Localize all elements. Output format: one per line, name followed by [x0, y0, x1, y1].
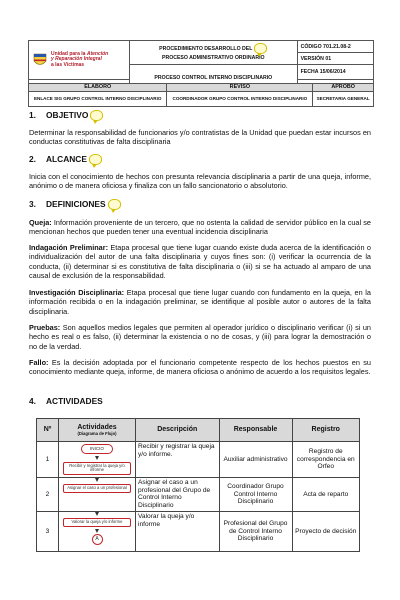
col-header-record: Registro: [292, 419, 359, 442]
table-row: [37, 478, 360, 512]
approval-table: [28, 83, 374, 107]
alcance-text: Inicia con el conocimiento de hechos con presunta relevancia disciplinaria a partir de una queja, informe, anónimo o de manera oficiosa y finaliza con un fallo sancionatorio o absolutorio.: [29, 172, 371, 191]
activities-table: [36, 418, 360, 552]
row-responsible: Profesional del Grupo de Control Interno Disciplinario: [219, 512, 292, 552]
row-record: Registro de correspondencia en Orfeo: [292, 442, 359, 478]
table-row: [37, 512, 360, 552]
section-objetivo-heading: 1. OBJETIVO: [29, 110, 103, 121]
reviso-header: REVISO: [167, 84, 313, 92]
section-actividades-heading: 4. ACTIVIDADES: [29, 396, 103, 406]
flow-start-node: INICIO: [81, 444, 113, 454]
elaboro-header: ELABORO: [29, 84, 167, 92]
row-description: Asignar el caso a un profesional del Grupo de Control Interno Disciplinario: [136, 478, 220, 512]
section-alcance-heading: 2. ALCANCE: [29, 154, 102, 165]
logo-text: Unidad para la Atención y Reparación Integral a las Víctimas: [51, 50, 109, 68]
flow-arrow-icon: [95, 529, 99, 533]
table-row: [37, 442, 360, 478]
flow-arrow-icon: [95, 456, 99, 460]
row-number: 1: [37, 442, 59, 478]
col-header-responsible: Responsable: [219, 419, 292, 442]
row-responsible: Auxiliar administrativo: [219, 442, 292, 478]
col-header-description: Descripción: [136, 419, 220, 442]
row-number: 2: [37, 478, 59, 512]
comment-note-icon[interactable]: [89, 154, 102, 165]
col-header-activities: Actividades (Diagrama de Flujo): [59, 419, 136, 442]
row-description: Valorar la queja y/o informe: [136, 512, 220, 552]
aprobo-header: APROBO: [313, 84, 374, 92]
row-description: Recibir y registrar la queja y/o informe.: [136, 442, 220, 478]
flow-cell: [59, 442, 136, 478]
document-code: CÓDIGO 701.21.08-2: [297, 41, 373, 53]
flow-cell: [59, 512, 136, 552]
definition-term: Fallo:: [29, 358, 49, 367]
col-header-number: Nº: [37, 419, 59, 442]
definition-term: Investigación Disciplinaria:: [29, 288, 125, 297]
document-title: PROCEDIMIENTO DESARROLLO DEL PROCESO ADMINISTRATIVO ORDINARIO: [130, 41, 298, 65]
flow-arrow-icon: [95, 478, 99, 482]
section-definiciones-heading: 3. DEFINICIONES: [29, 199, 121, 210]
definition-term: Pruebas:: [29, 323, 61, 332]
row-number: 3: [37, 512, 59, 552]
flow-step: Asignar el caso a un profesional: [63, 484, 131, 493]
document-date: FECHA 15/06/2014: [297, 65, 373, 80]
definition-fallo: Fallo: Es la decisión adoptada por el funcionario competente respecto de los hechos puestos en su conocimiento mediante queja, informe, de manera oficiosa o anónimo de acuerdo a los requisitos legales.: [29, 358, 371, 377]
objetivo-text: Determinar la responsabilidad de funcionarios y/o contratistas de la Unidad que puedan estar incursos en conductas constitutivas de falta disciplinaria: [29, 128, 371, 147]
row-record: Acta de reparto: [292, 478, 359, 512]
flow-connector: A: [92, 534, 103, 545]
definition-pruebas: Pruebas: Son aquellos medios legales que permiten al operador jurídico o disciplinario verificar (i) si un hecho es real o es falso, (ii) determinar la existencia o no de cosas, y (iii) para lograr la demostración o no de la verdad.: [29, 323, 371, 351]
process-subtitle: PROCESO CONTROL INTERNO DISCIPLINARIO: [130, 65, 298, 92]
document-version: VERSIÓN 01: [297, 53, 373, 65]
aprobo-value: SECRETARIA GENERAL: [313, 92, 374, 107]
definition-term: Queja:: [29, 218, 52, 227]
logo-cell: [29, 41, 130, 80]
unidad-victimas-logo: [29, 51, 129, 69]
comment-note-icon[interactable]: [90, 110, 103, 121]
comment-note-icon[interactable]: [108, 199, 121, 210]
definition-investigacion: Investigación Disciplinaria: Etapa procesal que tiene lugar cuando con fundamento en la queja, en la información recibida o en la indagación preliminar, se identifique al posible autor o autores de la falta disciplinaria.: [29, 288, 371, 316]
definition-term: Indagación Preliminar:: [29, 243, 109, 252]
flow-arrow-icon: [95, 512, 99, 516]
definition-indagacion: Indagación Preliminar: Etapa procesal que tiene lugar cuando existe duda acerca de la identificación o individualización del autor de una falta disciplinaria y cuyos fines son: (i) verificar la ocurrencia de la conducta, (ii) determinar si es constitutiva de falta disciplinaria o (iii) si se ha actuado al amparo de una causal de exclusión de la responsabilidad.: [29, 243, 371, 281]
row-record: Proyecto de decisión: [292, 512, 359, 552]
elaboro-value: ENLACE SIG GRUPO CONTROL INTERNO DISCIPLINARIO: [29, 92, 167, 107]
flow-cell: [59, 478, 136, 512]
reviso-value: COORDINADOR GRUPO CONTROL INTERNO DISCIPLINARIO: [167, 92, 313, 107]
flow-step: Valorar la queja y/o informe: [63, 518, 131, 527]
colombia-seal-icon: [32, 51, 48, 69]
comment-note-icon[interactable]: [254, 43, 267, 54]
row-responsible: Coordinador Grupo Control Interno Disciplinario: [219, 478, 292, 512]
flow-step: Recibir y registrar la queja y/o informe: [63, 462, 131, 476]
definition-queja: Queja: Información proveniente de un tercero, que no ostenta la calidad de servidor público en la cual se mencionan hechos que pueden tener una eventual incidencia disciplinaria: [29, 218, 371, 237]
